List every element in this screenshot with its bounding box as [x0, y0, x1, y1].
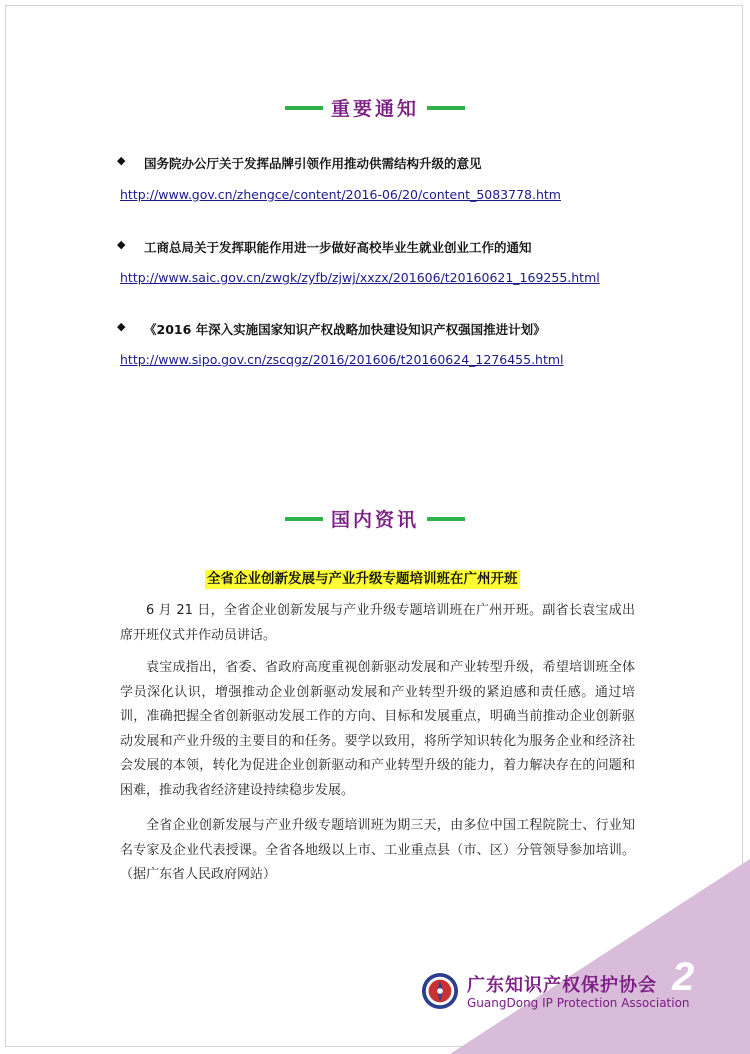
organization-name-cn: 广东知识产权保护协会: [467, 975, 657, 996]
organization-name-en: GuangDong IP Protection Association: [467, 996, 690, 1010]
notice-title: 《2016 年深入实施国家知识产权战略加快建设知识产权强国推进计划》: [144, 322, 546, 337]
page-number: 2: [672, 955, 695, 999]
notice-link[interactable]: http://www.sipo.gov.cn/zscqgz/2016/201606/t20160624_1276455.html: [120, 352, 564, 367]
news-headline: 全省企业创新发展与产业升级专题培训班在广州开班: [207, 571, 518, 587]
heading-bar-right: [427, 517, 465, 521]
heading-bar-left: [285, 517, 323, 521]
section-heading-news: [0, 505, 750, 532]
news-paragraph: 全省企业创新发展与产业升级专题培训班为期三天，由多位中国工程院院士、行业知名专家及企业代表授课。全省各地级以上市、工业重点县（市、区）分管领导参加培训。（据广东省人民政府网站）: [120, 818, 635, 882]
section-heading-notices: [0, 94, 750, 121]
diamond-bullet-icon: ◆: [117, 238, 126, 251]
heading-bar-right: [427, 106, 465, 110]
notice-link[interactable]: http://www.gov.cn/zhengce/content/2016-06/20/content_5083778.htm: [120, 187, 561, 202]
association-logo-icon: [421, 972, 459, 1010]
news-paragraph: 袁宝成指出，省委、省政府高度重视创新驱动发展和产业转型升级，希望培训班全体学员深化认识，增强推动企业创新驱动发展和产业转型升级的紧迫感和责任感。通过培训，准确把握全省创新驱动发展工作的方向、目标和发展重点，明确当前推动企业创新驱动发展和产业升级的主要目的和任务。要学以致用，将所学知识转化为服务企业和经济社会发展的本领，转化为促进企业创新驱动和产业转型升级的能力，着力解决存在的问题和困难，推动我省经济建设持续稳步发展。: [120, 660, 635, 798]
section-title-notices: 重要通知: [330, 98, 419, 120]
notice-title: 工商总局关于发挥职能作用进一步做好高校毕业生就业创业工作的通知: [144, 240, 532, 255]
corner-decoration: [450, 859, 750, 1054]
notice-title: 国务院办公厅关于发挥品牌引领作用推动供需结构升级的意见: [144, 156, 482, 171]
notice-link[interactable]: http://www.saic.gov.cn/zwgk/zyfb/zjwj/xxzx/201606/t20160621_169255.html: [120, 270, 600, 285]
diamond-bullet-icon: ◆: [117, 320, 126, 333]
section-title-news: 国内资讯: [330, 509, 419, 531]
news-paragraph: 6 月 21 日，全省企业创新发展与产业升级专题培训班在广州开班。副省长袁宝成出席开班仪式并作动员讲话。: [120, 603, 635, 643]
heading-bar-left: [285, 106, 323, 110]
diamond-bullet-icon: ◆: [117, 154, 126, 167]
